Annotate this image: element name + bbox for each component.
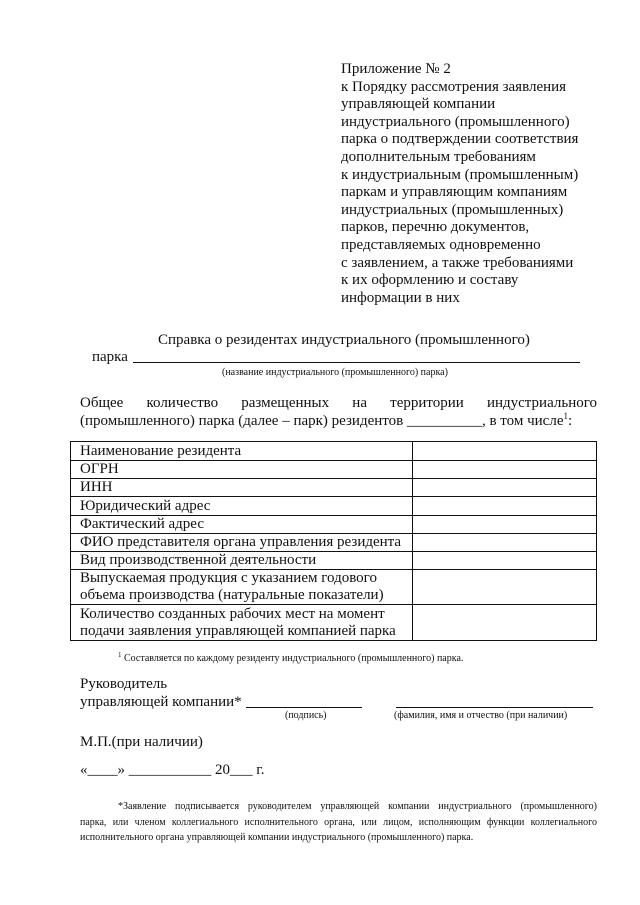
signatory-title: Руководитель: [80, 676, 168, 692]
row-label: [71, 516, 413, 534]
row-label-text: Вид производственной деятельности: [80, 552, 317, 568]
table-row: [71, 479, 597, 497]
footnote-mark: 1: [118, 651, 122, 659]
row-label-text: Выпускаемая продукция с указанием годового: [80, 570, 377, 586]
row-value-cell: [413, 605, 597, 641]
table-row: [71, 516, 597, 534]
row-label: [71, 605, 413, 641]
row-label-text: ИНН: [80, 479, 113, 495]
row-label: [71, 534, 413, 552]
table-row: [71, 461, 597, 479]
appendix-line: парка о подтверждении соответствия: [341, 131, 579, 148]
table-row: [71, 497, 597, 516]
appendix-line: паркам и управляющим компаниям: [341, 184, 568, 201]
table-row: [71, 552, 597, 570]
signature-line: [246, 693, 362, 708]
appendix-line: к Порядку рассмотрения заявления: [341, 78, 567, 95]
row-value-cell: [413, 497, 597, 516]
row-label-text: ФИО представителя органа управления резидента: [80, 534, 402, 550]
park-name-caption: (название индустриального (промышленного) парка): [222, 367, 448, 378]
row-value-cell: [413, 552, 597, 570]
row-label: [71, 479, 413, 497]
table-row: [71, 442, 597, 461]
row-label: [71, 461, 413, 479]
row-label-text: Юридический адрес: [80, 497, 211, 514]
row-label-text: подачи заявления управляющей компанией парка: [80, 622, 396, 639]
row-value-cell: [413, 442, 597, 461]
intro-line-2-text: (промышленного) парка (далее – парк) резидентов __________, в том числе: [80, 413, 564, 429]
full-name-caption: (фамилия, имя и отчество (при наличии): [394, 710, 568, 721]
park-name-line: [133, 348, 580, 363]
signatory-title-line2: управляющей компании*: [80, 694, 242, 710]
full-name-line: [396, 693, 593, 708]
appendix-line: управляющей компании: [341, 96, 496, 113]
footnote-text: Составляется по каждому резиденту индустриального (промышленного) парка.: [124, 653, 464, 664]
document-title-line2: парка: [92, 349, 128, 365]
appendix-line: с заявлением, а также требованиями: [341, 254, 574, 271]
appendix-block: [341, 61, 578, 307]
row-value-cell: [413, 479, 597, 497]
appendix-line: парков, перечню документов,: [341, 219, 530, 236]
table-row: [71, 570, 597, 605]
row-value-cell: [413, 461, 597, 479]
signature-caption: (подпись): [285, 710, 327, 721]
appendix-line: индустриального (промышленного): [341, 113, 570, 130]
row-value-cell: [413, 534, 597, 552]
row-label: [71, 497, 413, 516]
appendix-line: к их оформлению и составу: [341, 272, 519, 289]
appendix-title: Приложение № 2: [341, 61, 451, 77]
intro-line-1: Общее количество размещенных на территории индустриального: [80, 395, 597, 411]
row-label-text: Фактический адрес: [80, 516, 204, 532]
intro-line-2: [80, 412, 572, 430]
date-line: «____» ___________ 20___ г.: [80, 762, 265, 778]
signature-note-line: исполнительного органа управляющей компании индустриального (промышленного) парка.: [80, 832, 474, 843]
appendix-line: представляемых одновременно: [341, 236, 541, 253]
intro-line-2-end: :: [568, 413, 573, 429]
footnote-reference: 1: [563, 411, 568, 421]
row-label: [71, 570, 413, 605]
table-row: [71, 534, 597, 552]
appendix-line: индустриальных (промышленных): [341, 201, 564, 218]
row-label-text: Наименование резидента: [80, 442, 242, 459]
row-label-text: объема производства (натуральные показатели): [80, 587, 384, 603]
row-value-cell: [413, 570, 597, 605]
appendix-line: дополнительным требованиям: [341, 148, 536, 165]
footnote: [118, 653, 463, 665]
row-label-text: ОГРН: [80, 461, 119, 477]
signature-note-line: *Заявление подписывается руководителем управляющей компании индустриального (промышленного): [118, 801, 597, 812]
row-value-cell: [413, 516, 597, 534]
row-label-text: Количество созданных рабочих мест на момент: [80, 605, 385, 622]
row-label: [71, 552, 413, 570]
signature-note-line: парка, или членом коллегиального исполнительного органа, или лицом, исполняющим функции коллегиального: [80, 816, 597, 828]
appendix-line: информации в них: [341, 289, 460, 306]
signature-note: [80, 799, 597, 846]
appendix-line: к индустриальным (промышленным): [341, 166, 579, 183]
table-row: [71, 605, 597, 641]
stamp-label: М.П.(при наличии): [80, 734, 203, 750]
document-title: Справка о резидентах индустриального (промышленного): [158, 332, 530, 348]
residents-table: [70, 441, 597, 641]
row-label: [71, 442, 413, 461]
